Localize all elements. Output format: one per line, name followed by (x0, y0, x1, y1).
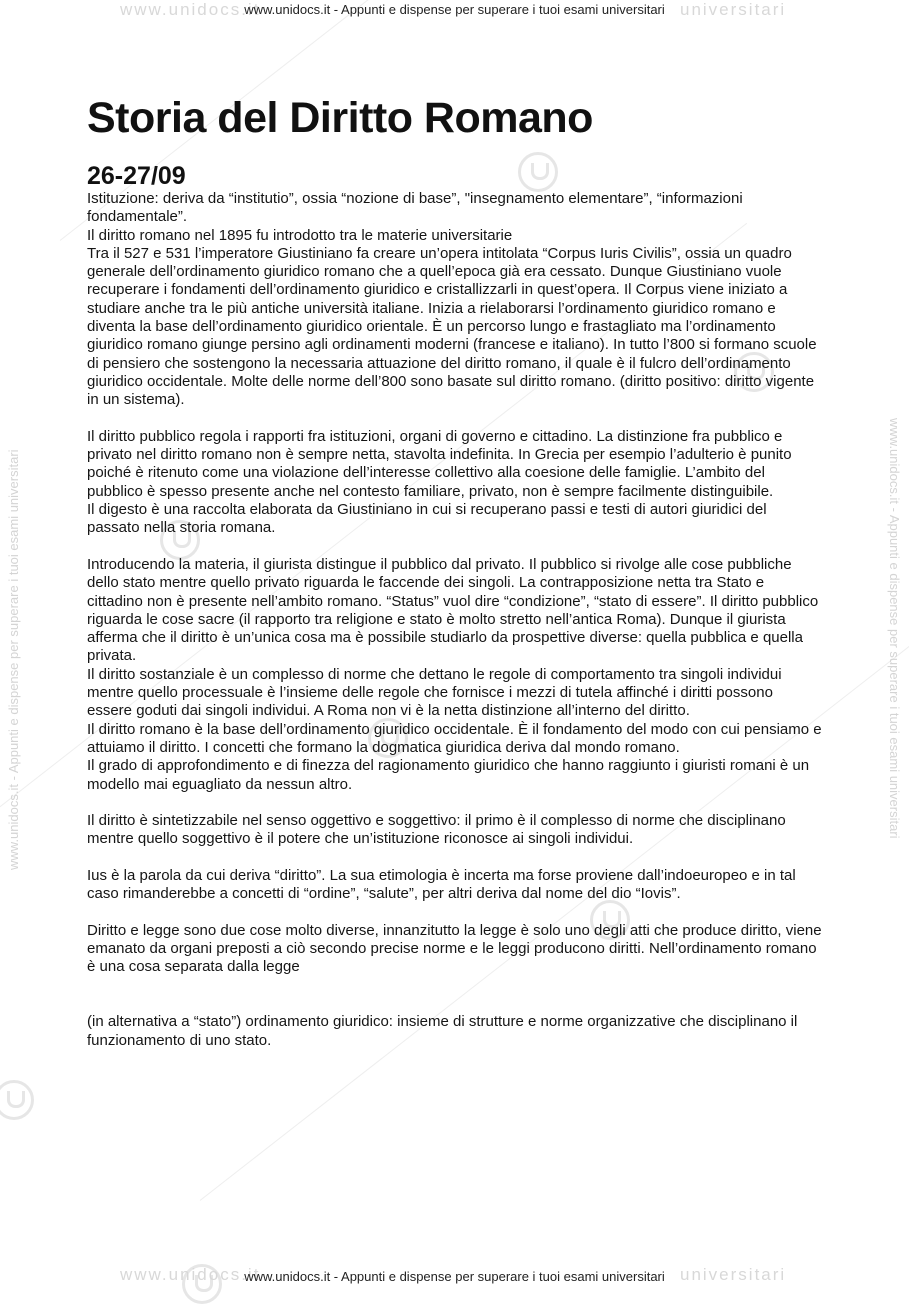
document-title: Storia del Diritto Romano (87, 94, 593, 142)
paragraph: Ius è la parola da cui deriva “diritto”. La sua etimologia è incerta ma forse proviene dall’indoeuropeo e in tal caso rimanderebbe a concetti di “ordine”, “salute”, per altri deriva dal nome del dio “Iovis”. (87, 866, 796, 903)
paragraph: Introducendo la materia, il giurista distingue il pubblico dal privato. Il pubblico si rivolge alle cose pubbliche dello stato mentre quello privato riguarda le faccende dei singoli. La contrapposizione netta tra Stato e cittadino non è presente nell’ambito romano. “Status” vuol dire “condizione”, “stato di essere”. Il diritto pubblico riguarda le cose sacre (il rapporto tra religione e stato è molto stretto nell’antica Roma). Dunque il giurista afferma che il diritto è un’unica cosa ma è possibile studiarlo da prospettive diverse: quella pubblica e quella privata. (87, 555, 819, 665)
paragraph: Il diritto romano nel 1895 fu introdotto tra le materie universitarie (87, 226, 513, 244)
header-banner (0, 2, 909, 17)
paragraph: Il grado di approfondimento e di finezza del ragionamento giuridico che hanno raggiunto i giuristi romani è un modello mai eguagliato da nessun altro. (87, 757, 810, 793)
header-ghost-left: www.unidocs.it (120, 0, 261, 19)
paragraph: Il diritto romano è la base dell’ordinamento giuridico occidentale. È il fondamento del modo con cui pensiamo e attuiamo il diritto. I concetti che formano la dogmatica giuridica deriva dal mondo romano. (87, 720, 822, 756)
header-ghost-right: universitari (680, 0, 787, 19)
paragraph-gap (87, 977, 822, 1014)
paragraph: Tra il 527 e 531 l’imperatore Giustiniano fa creare un’opera intitolata “Corpus Iuris Civilis”, ossia un quadro generale dell’ordinamento giuridico romano che a quell’epoca già era cessato. Dunque Giustiniano vuole recuperare i fondamenti dell’ordinamento giuridico e cristallizzarli in quest’opera. Il Corpus viene iniziato a studiare anche tra le più antiche università italiane. Inizia a rielaborarsi l’ordinamento giuridico romano e diventa la base dell’ordinamento giuridico orientale. È un percorso lungo e frastagliato ma l’ordinamento giuridico romano giunge persino agli ordinamenti moderni (francese e italiano). In tutto l’800 si formano scuole di pensiero che sostengono la necessaria attuazione del diritto romano, il quale è il fulcro dell’ordinamento giuridico occidentale. Molte delle norme dell’800 sono basate sul diritto romano. (diritto positivo: diritto vigente in un sistema). (87, 244, 817, 409)
paragraph: Il digesto è una raccolta elaborata da Giustiniano in cui si recuperano passi e testi di autori giuridici del passato nella storia romana. (87, 501, 767, 537)
paragraph-gap (87, 538, 822, 556)
footer-ghost-left: www.unidocs.it (120, 1265, 261, 1284)
paragraph: Il diritto sostanziale è un complesso di norme che dettano le regole di comportamento tra singoli individui mentre quello processuale è l’insieme delle regole che fornisce i mezzi di tutela affinché i diritti possono essere goduti dai singoli individui. A Roma non vi è la netta distinzione all’interno del diritto. (87, 665, 782, 720)
document-body (87, 94, 822, 1050)
side-watermark-left: www.unidocs.it - Appunti e dispense per superare i tuoi esami universitari (6, 449, 21, 870)
side-watermark-right: www.unidocs.it - Appunti e dispense per superare i tuoi esami universitari (887, 418, 902, 839)
footer-ghost-right: universitari (680, 1265, 787, 1284)
paragraph: Il diritto pubblico regola i rapporti fra istituzioni, organi di governo e cittadino. La distinzione fra pubblico e privato nel diritto romano non è sempre netta, stavolta indefinita. In Grecia per esempio l’adulterio è punito poiché è ritenuto come una violazione dell’interesse collettivo alla coesione delle famiglie. L’ambito del pubblico è spesso presente anche nel contesto familiare, privato, non è sempre facilmente distinguibile. (87, 427, 792, 500)
paragraph: Il diritto è sintetizzabile nel senso oggettivo e soggettivo: il primo è il complesso di norme che disciplinano mentre quello soggettivo è il potere che un’istituzione riconosce ai singoli individui. (87, 812, 786, 848)
paragraph-gap (87, 794, 822, 812)
footer-banner (0, 1265, 909, 1284)
paragraph: Istituzione: deriva da “institutio”, ossia “nozione di base”, "insegnamento elementare”, “informazioni fondamentale”. (87, 190, 743, 226)
section-date-heading: 26-27/09 (87, 162, 186, 190)
paragraph: Diritto e legge sono due cose molto diverse, innanzitutto la legge è solo uno degli atti che produce diritto, viene emanato da organi preposti a ciò secondo precise norme e le leggi producono diritti. Nell’ordinamento romano è una cosa separata dalla legge (87, 921, 822, 976)
paragraph-gap (87, 849, 822, 867)
paragraph-gap (87, 410, 822, 428)
paragraph: (in alternativa a “stato”) ordinamento giuridico: insieme di strutture e norme organizzative che disciplinano il funzionamento di uno stato. (87, 1013, 798, 1049)
paragraph-gap (87, 904, 822, 922)
footer-banner-text[interactable]: www.unidocs.it - Appunti e dispense per superare i tuoi esami universitari (244, 1269, 665, 1284)
header-banner-text[interactable]: www.unidocs.it - Appunti e dispense per superare i tuoi esami universitari (244, 2, 665, 17)
unidocs-logo-icon (0, 1080, 34, 1120)
